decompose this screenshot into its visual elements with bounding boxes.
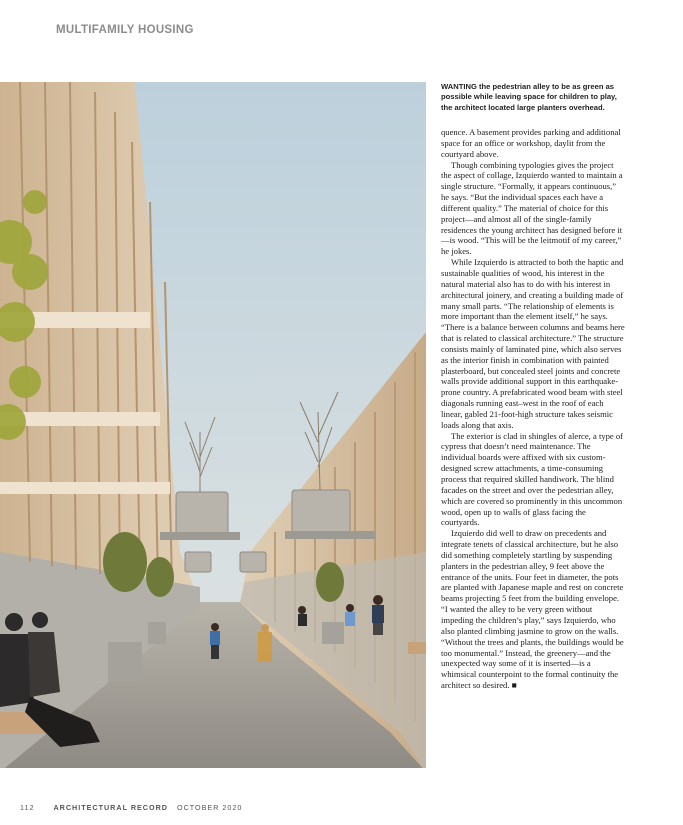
body-paragraph-3: While Izquierdo is attracted to both the haptic and sustainable qualities of wood, his interest in the natural material also has to do with his interest in architectural joinery, and creating a building made of many small parts. “The relationship of elements is more important than the element itself,” he says. “There is a balance between columns and beams here that is related to classical architecture.” The structure consists mainly of laminated pine, which also serves as the interior finish in combination with painted plasterboard, but concealed steel joints and concrete walls provide additional support in this earthquake-prone country. A prefabricated wood beam with steel diagonals running east–west in the roof of each linear, gabled 21-foot-high structure takes seismic loads along that axis. (441, 257, 625, 430)
section-label: MULTIFAMILY HOUSING (56, 24, 194, 36)
body-paragraph-5: Izquierdo did well to draw on precedents and integrate tenets of classical architecture, but he also did something completely startling by suspending planters in the pedestrian alley, 9 feet above the entrance of the units. Four feet in diameter, the pots are planted with Japanese maple and rest on concrete beams projecting 5 feet from the building envelope. “I wanted the alley to be very green without impeding the children’s play,” says Izquierdo, who also planted climbing jasmine to grow on the walls. “Without the trees and plants, the buildings would be too monumental.” Instead, the greenery—and the unexpected way some of it is inserted—is a whimsical counterpoint to the formal continuity the architect so desired. ■ (441, 528, 624, 691)
body-paragraph-4: The exterior is clad in shingles of alerce, a type of cypress that doesn’t need maintenance. The individual boards were affixed with six custom-designed screw attachments, a time-consuming process that required skilled handiwork. The blind facades on the street and over the pedestrian alley, which are covered so prominently in this uncommon wood, open up to walls of glass facing the courtyards. (441, 430, 624, 528)
page-number: 112 (20, 803, 35, 812)
issue-date: OCTOBER 2020 (176, 803, 243, 812)
alley-photo-illustration (0, 82, 426, 768)
caption-lead: WANTING (441, 82, 477, 91)
page-footer (20, 803, 242, 812)
photo-caption (441, 82, 626, 113)
body-paragraph-2: Though combining typologies gives the project the aspect of collage, Izquierdo wanted to maintain a single structure. “Formally, it appears continuous,” he says. “But the individual spaces each have a different quality.” The material of choice for this project—and almost all of the single-family residences the young architect has designed before it—is wood. “This will be the leitmotif of my career,” he jokes. (441, 159, 623, 257)
alley-photo (0, 82, 426, 768)
caption-text: the pedestrian alley to be as green as possible while leaving space for children to play, the architect located large planters overhead. (441, 82, 617, 112)
article-body (441, 127, 625, 691)
magazine-name: ARCHITECTURAL RECORD (53, 803, 168, 812)
body-paragraph-1: quence. A basement provides parking and additional space for an office or workshop, daylit from the courtyard above. (441, 127, 621, 159)
